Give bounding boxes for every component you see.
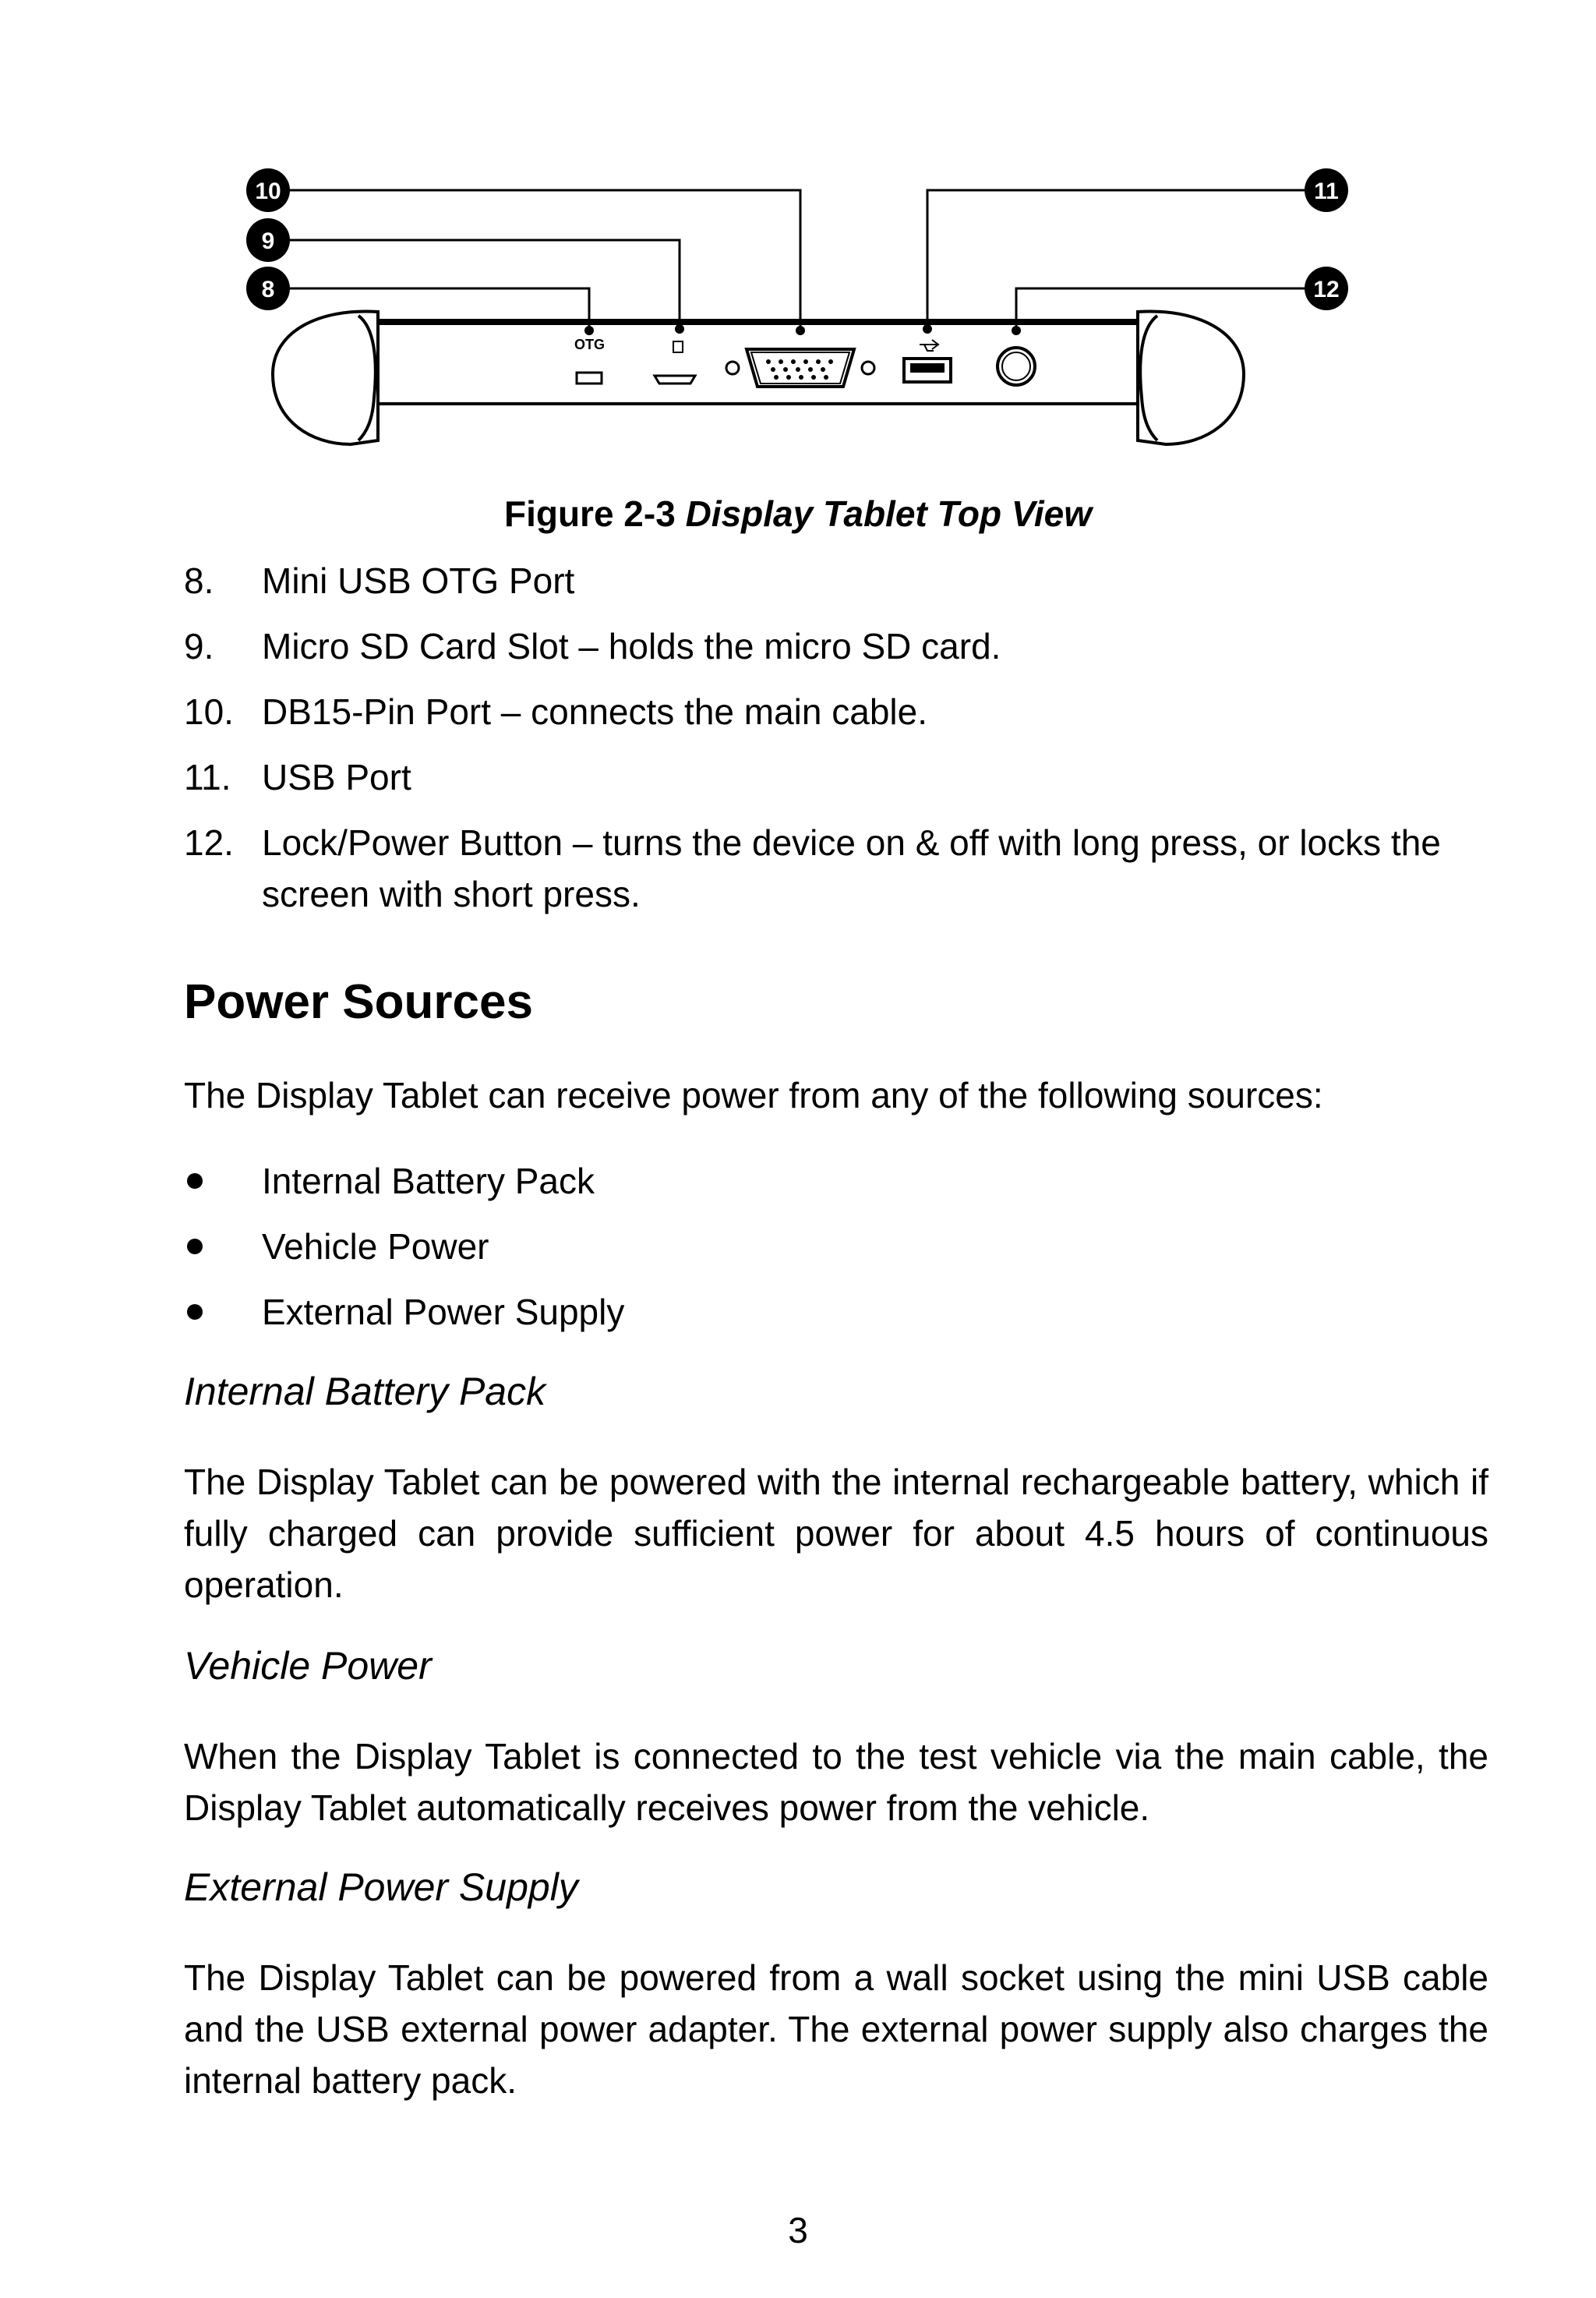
subsection-paragraph: The Display Tablet can be powered from a wall socket using the mini USB cable and the USB external power adapter. The external power supply also charges the internal battery pack.: [184, 1957, 1488, 2101]
list-item: [184, 686, 1488, 737]
item-number: 9.: [184, 626, 214, 666]
port-list: [184, 555, 1488, 934]
section-heading: Power Sources: [184, 975, 533, 1029]
bullet-dot-icon: [187, 1239, 203, 1254]
tablet-top-view-figure: [234, 164, 1364, 460]
item-text: Mini USB OTG Port: [262, 560, 575, 601]
otg-label: OTG: [574, 337, 605, 352]
bullet-item: [184, 1286, 1488, 1338]
item-text: USB Port: [262, 757, 411, 797]
mini-usb-otg-port: [574, 337, 605, 384]
item-number: 12.: [184, 822, 234, 863]
subsection-heading: Vehicle Power: [184, 1644, 432, 1688]
item-text: DB15-Pin Port – connects the main cable.: [262, 691, 928, 732]
bullet-text: External Power Supply: [262, 1292, 625, 1332]
callout-9-label: 9: [261, 228, 275, 254]
item-number: 10.: [184, 691, 234, 732]
bullet-item: [184, 1155, 1488, 1207]
callout-9: [246, 218, 290, 262]
subsection-paragraph: When the Display Tablet is connected to the test vehicle via the main cable, the Display Tablet automatically receives power from the vehicle.: [184, 1736, 1488, 1828]
section-intro: The Display Tablet can receive power from any of the following sources:: [184, 1075, 1323, 1115]
bullet-item: [184, 1221, 1488, 1272]
callout-11: [1305, 168, 1348, 212]
callout-12-label: 12: [1313, 277, 1340, 302]
lock-power-button: [998, 348, 1035, 385]
callout-11-label: 11: [1314, 179, 1339, 204]
bullet-dot-icon: [187, 1173, 203, 1189]
subsection-heading: External Power Supply: [184, 1865, 578, 1909]
item-number: 11.: [184, 757, 231, 797]
item-number: 8.: [184, 560, 214, 601]
usb-port: [904, 340, 951, 382]
list-item: [184, 620, 1488, 672]
page-number: 3: [788, 2210, 808, 2250]
bullet-text: Vehicle Power: [262, 1226, 489, 1267]
figure-caption: [0, 493, 1596, 535]
micro-sd-slot: [655, 341, 695, 384]
power-source-list: [184, 1155, 1488, 1352]
callout-10-label: 10: [255, 179, 281, 204]
bullet-text: Internal Battery Pack: [262, 1161, 595, 1201]
caption-number: Figure 2-3: [503, 493, 676, 534]
subsection-heading: Internal Battery Pack: [184, 1370, 546, 1413]
subsection-paragraph: The Display Tablet can be powered with the internal rechargeable battery, which if fully charged can provide sufficient power for about 4.5 hours of continuous operation.: [184, 1462, 1488, 1605]
callout-8: [246, 267, 290, 310]
callout-12: [1305, 267, 1348, 310]
item-text: Lock/Power Button – turns the device on & off with long press, or locks the screen with short press.: [262, 822, 1441, 914]
db15-port: [726, 349, 874, 387]
callout-10: [246, 168, 290, 212]
caption-title: Display Tablet Top View: [685, 493, 1093, 534]
bullet-dot-icon: [187, 1304, 203, 1320]
callout-8-label: 8: [261, 277, 275, 302]
list-item: [184, 751, 1488, 803]
leader-lines: [268, 190, 1326, 331]
list-item: [184, 817, 1488, 920]
list-item: [184, 555, 1488, 606]
item-text: Micro SD Card Slot – holds the micro SD card.: [262, 626, 1001, 666]
